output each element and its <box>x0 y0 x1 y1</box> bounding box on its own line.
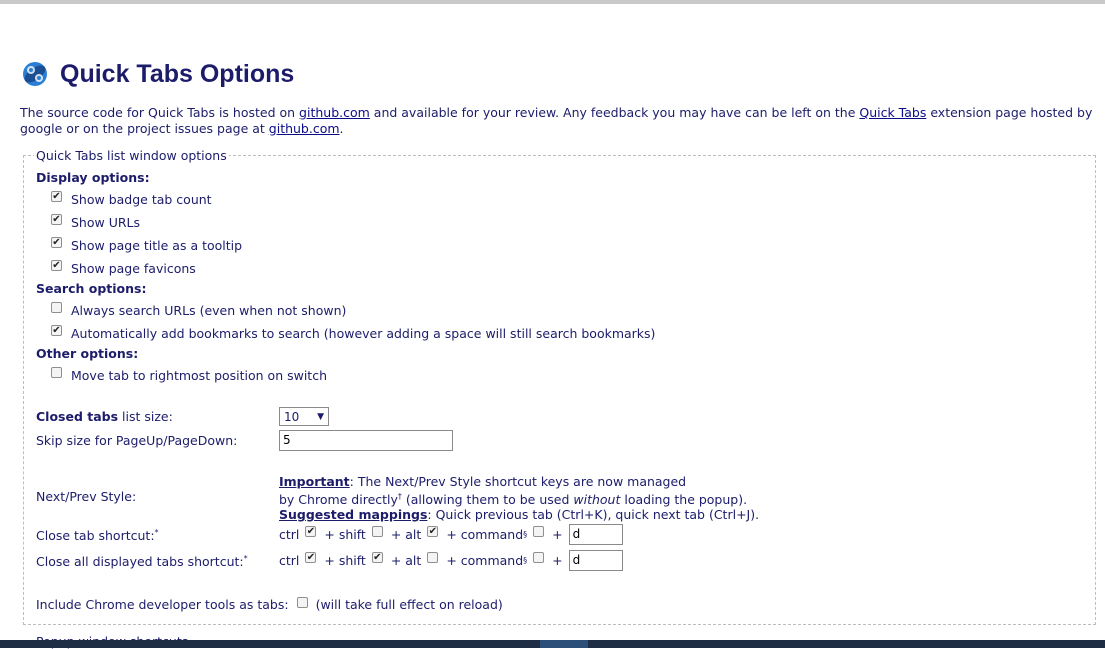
github-link[interactable]: github.com <box>299 105 370 120</box>
note-without: without <box>573 492 621 508</box>
search-bookmarks-checkbox[interactable]: ✔ <box>52 324 61 336</box>
search-bookmarks-label: Automatically add bookmarks to search (however adding a space will still search bookmarks) <box>71 326 656 341</box>
next-prev-note <box>279 474 759 522</box>
github-issues-link[interactable]: github.com <box>268 120 340 136</box>
note-line2c: loading the popup). <box>620 492 748 508</box>
show-urls-label: Show URLs <box>71 215 141 230</box>
title-tooltip-checkbox[interactable]: ✔ <box>52 236 61 248</box>
closed-tabs-size-label <box>36 409 173 424</box>
title-tooltip-label: Show page title as a tooltip <box>71 238 243 253</box>
search-urls-label: Always search URLs (even when not shown) <box>71 303 347 318</box>
shift-label: + shift <box>324 527 366 542</box>
page-header <box>20 58 294 90</box>
fieldset-legend: Quick Tabs list window options <box>36 148 227 163</box>
option-show-urls[interactable] <box>51 215 140 230</box>
note-line3-text: : Quick previous tab (Ctrl+K), quick next tab (Ctrl+J). <box>427 507 760 523</box>
close-tab-ctrl-checkbox[interactable]: ✔ <box>306 525 316 537</box>
command-label: + command <box>446 553 524 568</box>
closed-tabs-size-select[interactable] <box>279 407 329 426</box>
option-title-tooltip[interactable] <box>51 238 242 253</box>
search-options-title: Search options: <box>36 281 147 296</box>
alt-label: + alt <box>390 527 422 542</box>
note-line-1 <box>279 474 759 489</box>
close-tab-command-checkbox[interactable] <box>533 526 544 537</box>
taskbar-active-segment <box>540 640 588 648</box>
skip-size-input[interactable]: 5 <box>279 430 453 451</box>
move-rightmost-checkbox[interactable] <box>51 367 62 378</box>
intro-part1: The source code for Quick Tabs is hosted on <box>20 105 300 120</box>
command-label: + command <box>446 527 524 542</box>
ctrl-label: ctrl <box>279 527 300 542</box>
intro-part3: extension page hosted by google or on the project issues page at <box>20 105 1093 136</box>
close-tab-key-input[interactable]: d <box>569 524 623 545</box>
close-all-shortcut-label <box>36 554 248 569</box>
intro-part4: . <box>339 120 344 136</box>
dagger-mark: † <box>397 492 402 501</box>
command-section-mark: § <box>523 530 528 539</box>
important-label: Important <box>279 474 350 489</box>
command-section-mark: § <box>523 556 528 565</box>
close-all-shortcut <box>279 550 623 571</box>
quick-tabs-logo-icon <box>20 58 52 90</box>
note-line-3 <box>279 507 759 522</box>
show-urls-checkbox[interactable]: ✔ <box>52 213 61 225</box>
closed-tabs-size-value: 10 <box>284 409 300 424</box>
devtools-label: Include Chrome developer tools as tabs: <box>36 597 289 612</box>
option-search-urls[interactable] <box>51 303 346 318</box>
close-tab-asterisk: * <box>154 528 159 537</box>
next-prev-style-label: Next/Prev Style: <box>36 489 137 504</box>
plus-label: + <box>552 527 563 542</box>
close-all-command-checkbox[interactable] <box>533 552 544 563</box>
note-line2a: by Chrome directly <box>279 492 398 508</box>
close-tab-alt-checkbox[interactable]: ✔ <box>428 525 437 537</box>
close-tab-label-text: Close tab shortcut: <box>36 528 155 544</box>
close-all-alt-checkbox[interactable] <box>427 552 438 563</box>
note-line2b: (allowing them to be used <box>401 492 574 508</box>
close-tab-shortcut-label <box>36 528 159 543</box>
option-move-rightmost[interactable] <box>51 368 327 383</box>
close-all-key-input[interactable]: d <box>569 550 623 571</box>
closed-tabs-bold: Closed tabs <box>36 409 119 424</box>
note-line-2 <box>279 489 759 507</box>
ctrl-label: ctrl <box>279 553 300 568</box>
suggested-mappings-label: Suggested mappings <box>279 507 428 523</box>
move-rightmost-label: Move tab to rightmost position on switch <box>71 368 327 383</box>
closed-tabs-rest: list size: <box>118 409 173 424</box>
close-all-label-text: Close all displayed tabs shortcut: <box>36 554 244 570</box>
other-options-title: Other options: <box>36 346 139 361</box>
top-border <box>0 0 1105 4</box>
devtools-option <box>36 597 503 612</box>
quick-tabs-link[interactable]: Quick Tabs <box>859 105 927 120</box>
intro-part2: and available for your review. Any feedback you may have can be left on the <box>369 105 860 120</box>
alt-label: + alt <box>390 553 422 568</box>
favicons-label: Show page favicons <box>71 261 196 276</box>
taskbar-strip <box>0 640 1105 648</box>
option-search-bookmarks[interactable] <box>51 326 655 341</box>
display-options-title: Display options: <box>36 170 150 185</box>
intro-text <box>20 105 1095 136</box>
search-urls-checkbox[interactable] <box>51 302 62 313</box>
close-tab-shift-checkbox[interactable] <box>372 526 383 537</box>
badge-count-checkbox[interactable]: ✔ <box>52 190 61 202</box>
note-line1-text: : The Next/Prev Style shortcut keys are now managed <box>349 474 687 489</box>
option-badge-count[interactable] <box>51 192 212 207</box>
close-all-asterisk: * <box>243 554 248 563</box>
close-tab-shortcut <box>279 524 623 545</box>
option-favicons[interactable] <box>51 261 196 276</box>
page-title: Quick Tabs Options <box>60 60 295 88</box>
favicons-checkbox[interactable]: ✔ <box>52 259 61 271</box>
close-all-ctrl-checkbox[interactable]: ✔ <box>306 551 316 563</box>
devtools-note: (will take full effect on reload) <box>315 597 503 612</box>
list-window-options-fieldset <box>23 148 1096 625</box>
plus-label: + <box>552 553 563 568</box>
close-all-shift-checkbox[interactable]: ✔ <box>373 551 382 563</box>
shift-label: + shift <box>324 553 366 568</box>
devtools-checkbox[interactable] <box>297 597 308 608</box>
skip-size-label: Skip size for PageUp/PageDown: <box>36 433 238 448</box>
badge-count-label: Show badge tab count <box>71 192 212 207</box>
dropdown-arrow-icon: ▼ <box>317 411 324 422</box>
